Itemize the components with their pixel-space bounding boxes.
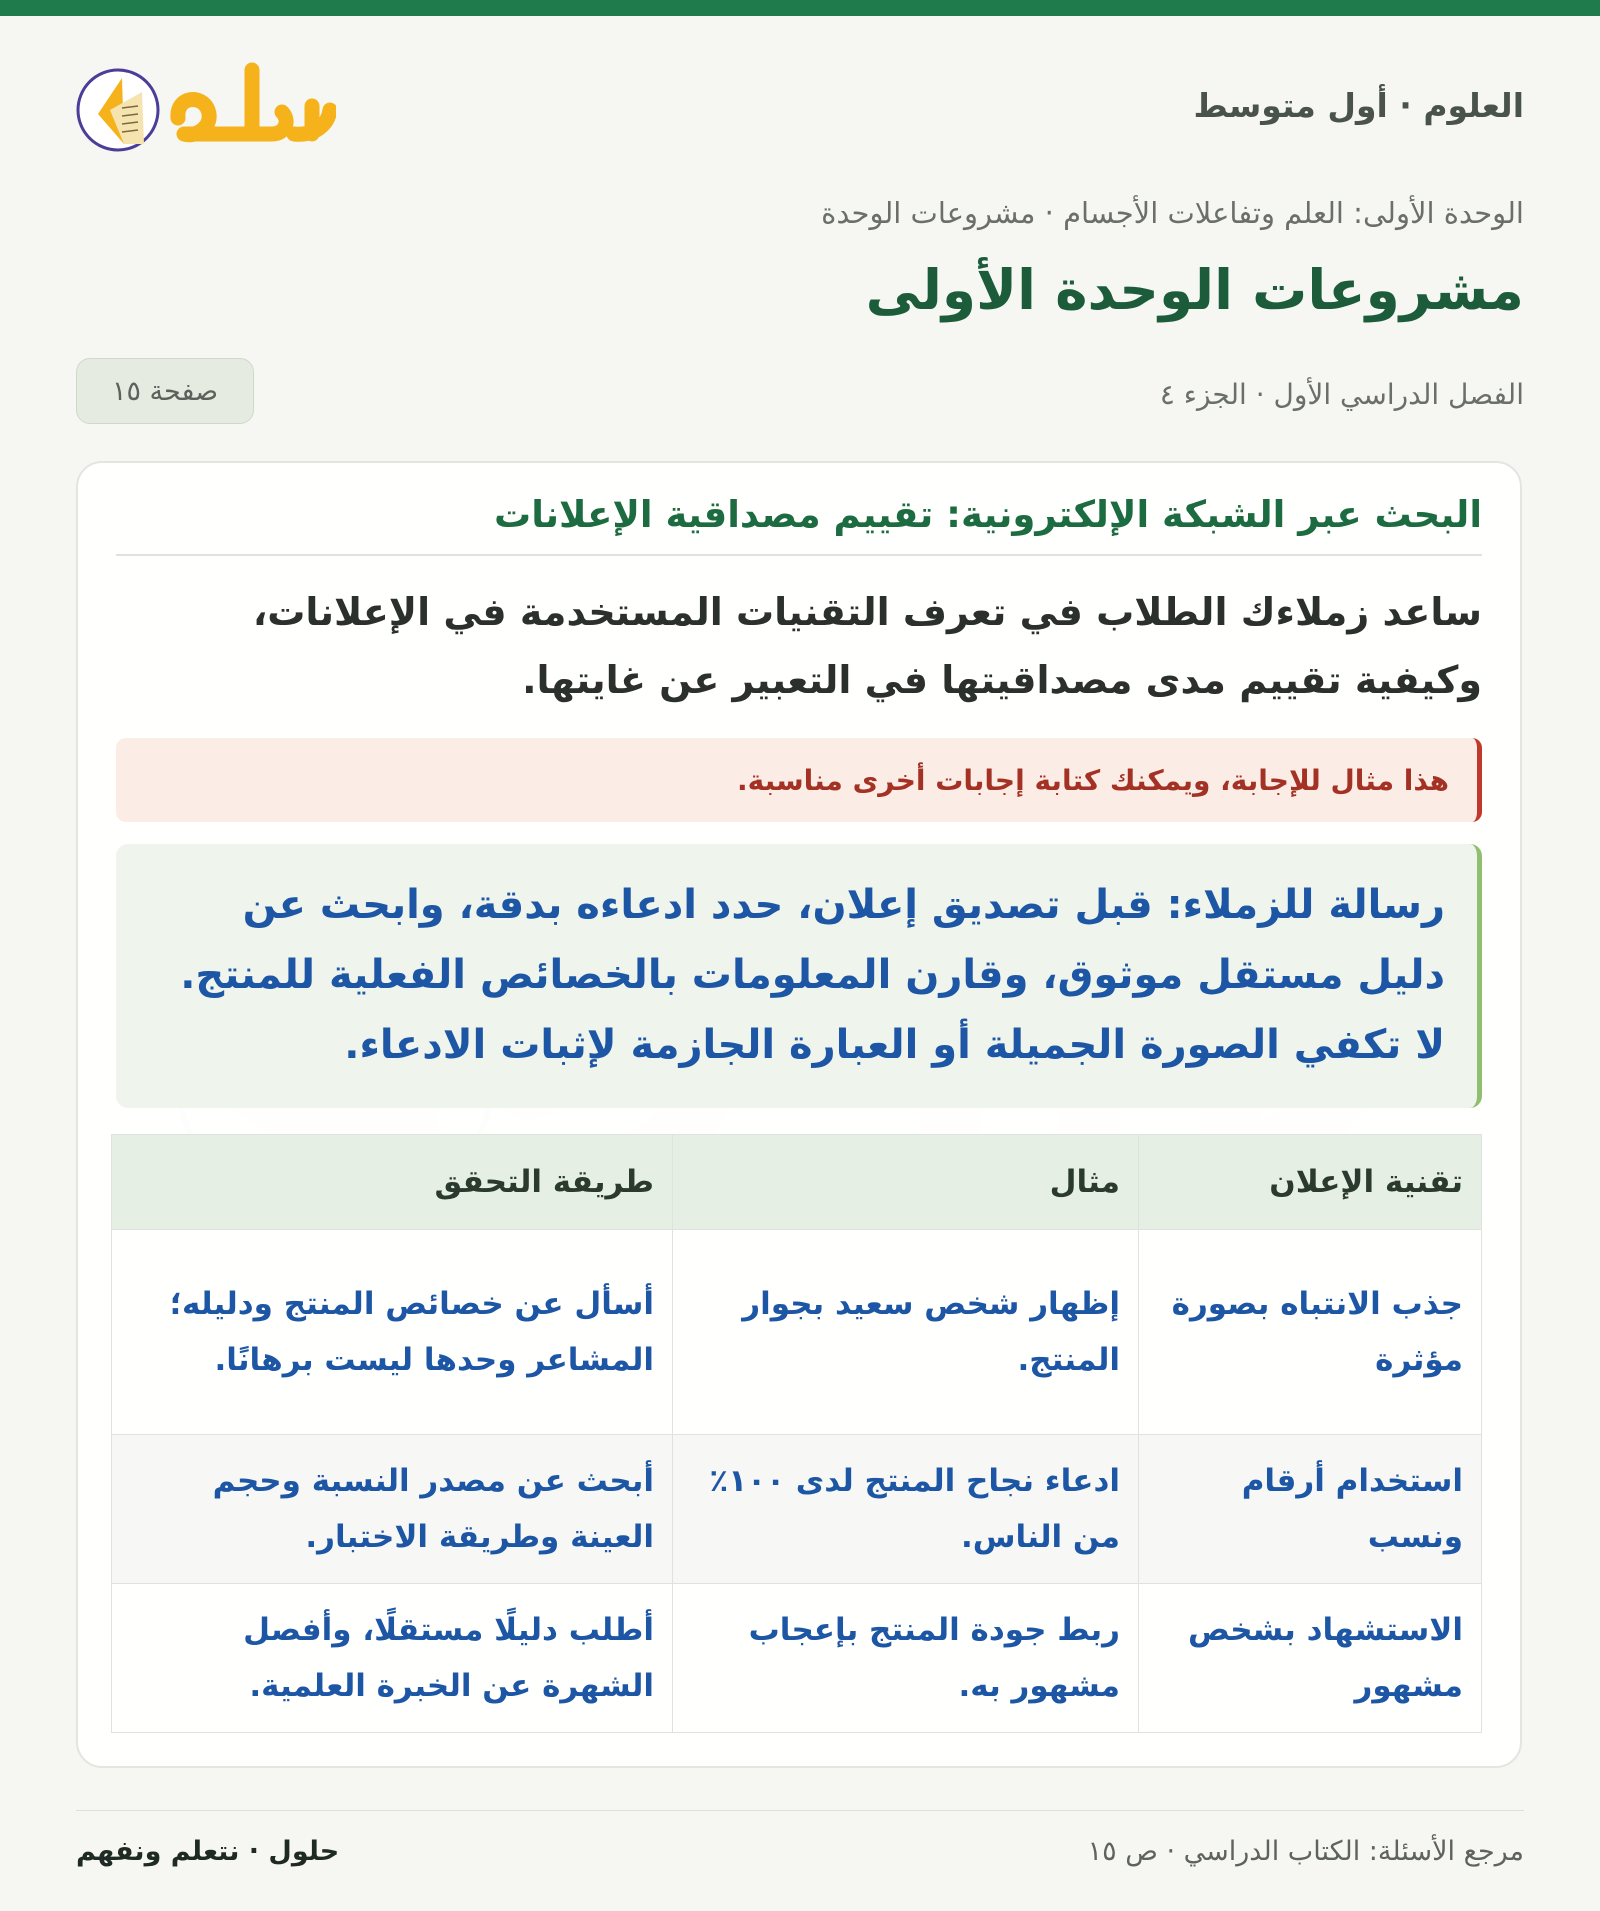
page-number-badge: صفحة ١٥ [76, 358, 254, 424]
footer-brand[interactable]: حلول · نتعلم ونفهم [76, 1836, 340, 1867]
column-header: مثال [673, 1135, 1139, 1230]
technique-cell: جذب الانتباه بصورة مؤثرة [1139, 1230, 1482, 1435]
example-cell: إظهار شخص سعيد بجوار المنتج. [673, 1230, 1139, 1435]
table-header-row [112, 1135, 1482, 1230]
question-prompt: ساعد زملاءك الطلاب في تعرف التقنيات المستخدمة في الإعلانات، وكيفية تقييم مدى مصداقيتها في التعبير عن غايتها. [252, 590, 1482, 702]
footer-divider [76, 1810, 1524, 1811]
breadcrumb[interactable]: الوحدة الأولى: العلم وتفاعلات الأجسام · مشروعات الوحدة [821, 196, 1524, 230]
semester-part: الفصل الدراسي الأول · الجزء ٤ [1159, 378, 1524, 411]
top-accent-bar [0, 0, 1600, 16]
page-title: مشروعات الوحدة الأولى [865, 258, 1524, 322]
table-row [112, 1584, 1482, 1733]
technique-cell: الاستشهاد بشخص مشهور [1139, 1584, 1482, 1733]
verification-cell: أبحث عن مصدر النسبة وحجم العينة وطريقة الاختبار. [112, 1435, 673, 1584]
page-header [76, 48, 1524, 168]
questions-reference: مرجع الأسئلة: الكتاب الدراسي · ص ١٥ [1087, 1836, 1524, 1867]
techniques-table [111, 1134, 1482, 1733]
technique-cell: استخدام أرقام ونسب [1139, 1435, 1482, 1584]
table-row [112, 1230, 1482, 1435]
question-card [76, 461, 1522, 1768]
hulul-logo[interactable] [76, 48, 336, 168]
subject-grade: العلوم · أول متوسط [1193, 86, 1524, 125]
section-title: البحث عبر الشبكة الإلكترونية: تقييم مصداقية الإعلانات [116, 493, 1482, 556]
example-cell: ربط جودة المنتج بإعجاب مشهور به. [673, 1584, 1139, 1733]
example-cell: ادعاء نجاح المنتج لدى ١٠٠٪ من الناس. [673, 1435, 1139, 1584]
column-header: تقنية الإعلان [1139, 1135, 1482, 1230]
answer-message: رسالة للزملاء: قبل تصديق إعلان، حدد ادعاءه بدقة، وابحث عن دليل مستقل موثوق، وقارن المعلومات بالخصائص الفعلية للمنتج. لا تكفي الصورة الجميلة أو العبارة الجازمة لإثبات الادعاء. [116, 844, 1482, 1108]
answer-note: هذا مثال للإجابة، ويمكنك كتابة إجابات أخرى مناسبة. [116, 738, 1482, 822]
verification-cell: أطلب دليلًا مستقلًا، وأفصل الشهرة عن الخبرة العلمية. [112, 1584, 673, 1733]
verification-cell: أسأل عن خصائص المنتج ودليله؛ المشاعر وحدها ليست برهانًا. [112, 1230, 673, 1435]
table-row [112, 1435, 1482, 1584]
column-header: طريقة التحقق [112, 1135, 673, 1230]
